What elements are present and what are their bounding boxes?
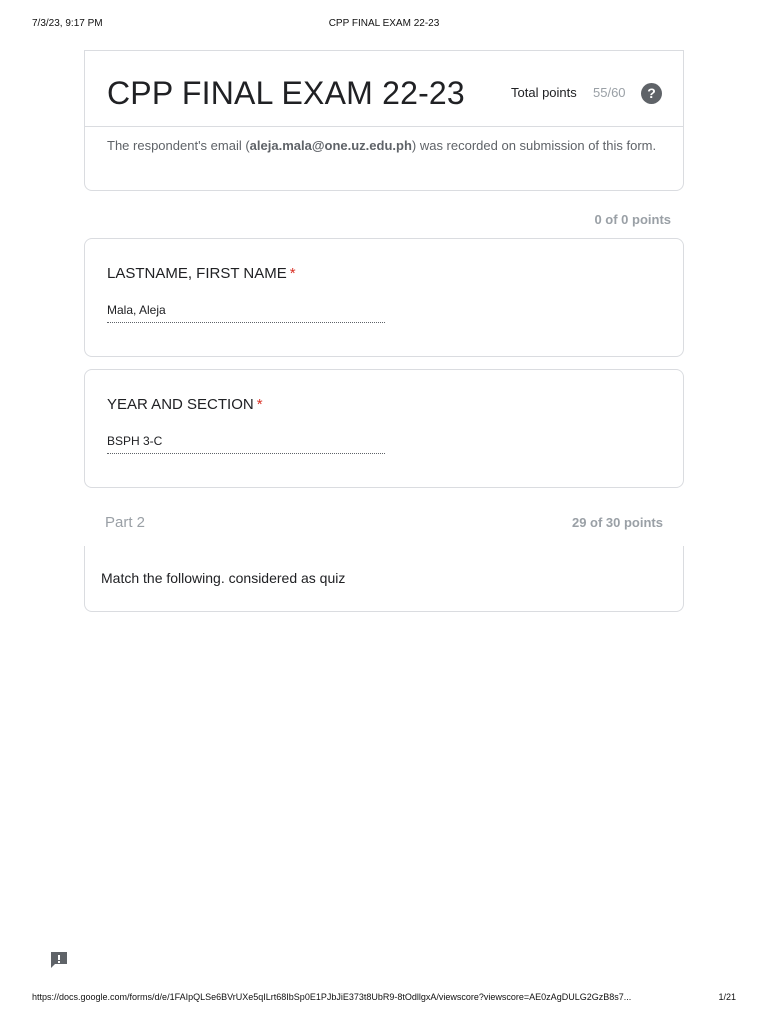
print-footer bbox=[32, 992, 736, 1006]
section2-name: Part 2 bbox=[105, 514, 146, 531]
email-note-suffix: ) was recorded on submission of this form. bbox=[411, 138, 657, 153]
form-title: CPP FINAL EXAM 22-23 bbox=[107, 75, 465, 111]
respondent-email: aleja.mala@one.uz.edu.ph bbox=[249, 138, 412, 153]
report-feedback-icon[interactable] bbox=[49, 950, 69, 970]
total-points-label: Total points bbox=[511, 85, 577, 100]
question-title bbox=[107, 265, 296, 282]
answer-text: BSPH 3-C bbox=[107, 434, 385, 454]
report-feedback-icon-svg bbox=[49, 950, 69, 970]
form-title-row bbox=[85, 51, 683, 127]
section2-description: Match the following. considered as quiz bbox=[101, 570, 346, 586]
print-datetime: 7/3/23, 9:17 PM bbox=[32, 18, 103, 29]
print-doc-title: CPP FINAL EXAM 22-23 bbox=[328, 18, 440, 29]
question-card-year-section bbox=[84, 369, 684, 488]
form-header-card bbox=[84, 50, 684, 191]
section2-description-card bbox=[84, 546, 684, 612]
respondent-email-note bbox=[107, 136, 657, 156]
section1-points: 0 of 0 points bbox=[594, 212, 671, 227]
question-title bbox=[107, 396, 263, 413]
help-icon[interactable]: ? bbox=[641, 83, 662, 104]
answer-text: Mala, Aleja bbox=[107, 303, 385, 323]
question-card-name bbox=[84, 238, 684, 357]
question-title-text: LASTNAME, FIRST NAME bbox=[107, 265, 287, 282]
page-number: 1/21 bbox=[718, 992, 736, 1002]
page-url: https://docs.google.com/forms/d/e/1FAIpQLSe6BVrUXe5qILrt68IbSp0E1PJbJiE373t8UbR9-8tOdllgxA/viewscore?viewscore=AE0zAgDULG2GzB8s7... bbox=[32, 992, 632, 1002]
question-title-text: YEAR AND SECTION bbox=[107, 396, 254, 413]
total-points-value: 55/60 bbox=[593, 85, 626, 100]
section2-points: 29 of 30 points bbox=[571, 515, 663, 530]
required-asterisk: * bbox=[289, 265, 296, 282]
email-note-prefix: The respondent's email ( bbox=[107, 138, 250, 153]
required-asterisk: * bbox=[256, 396, 263, 413]
print-header bbox=[32, 18, 736, 32]
